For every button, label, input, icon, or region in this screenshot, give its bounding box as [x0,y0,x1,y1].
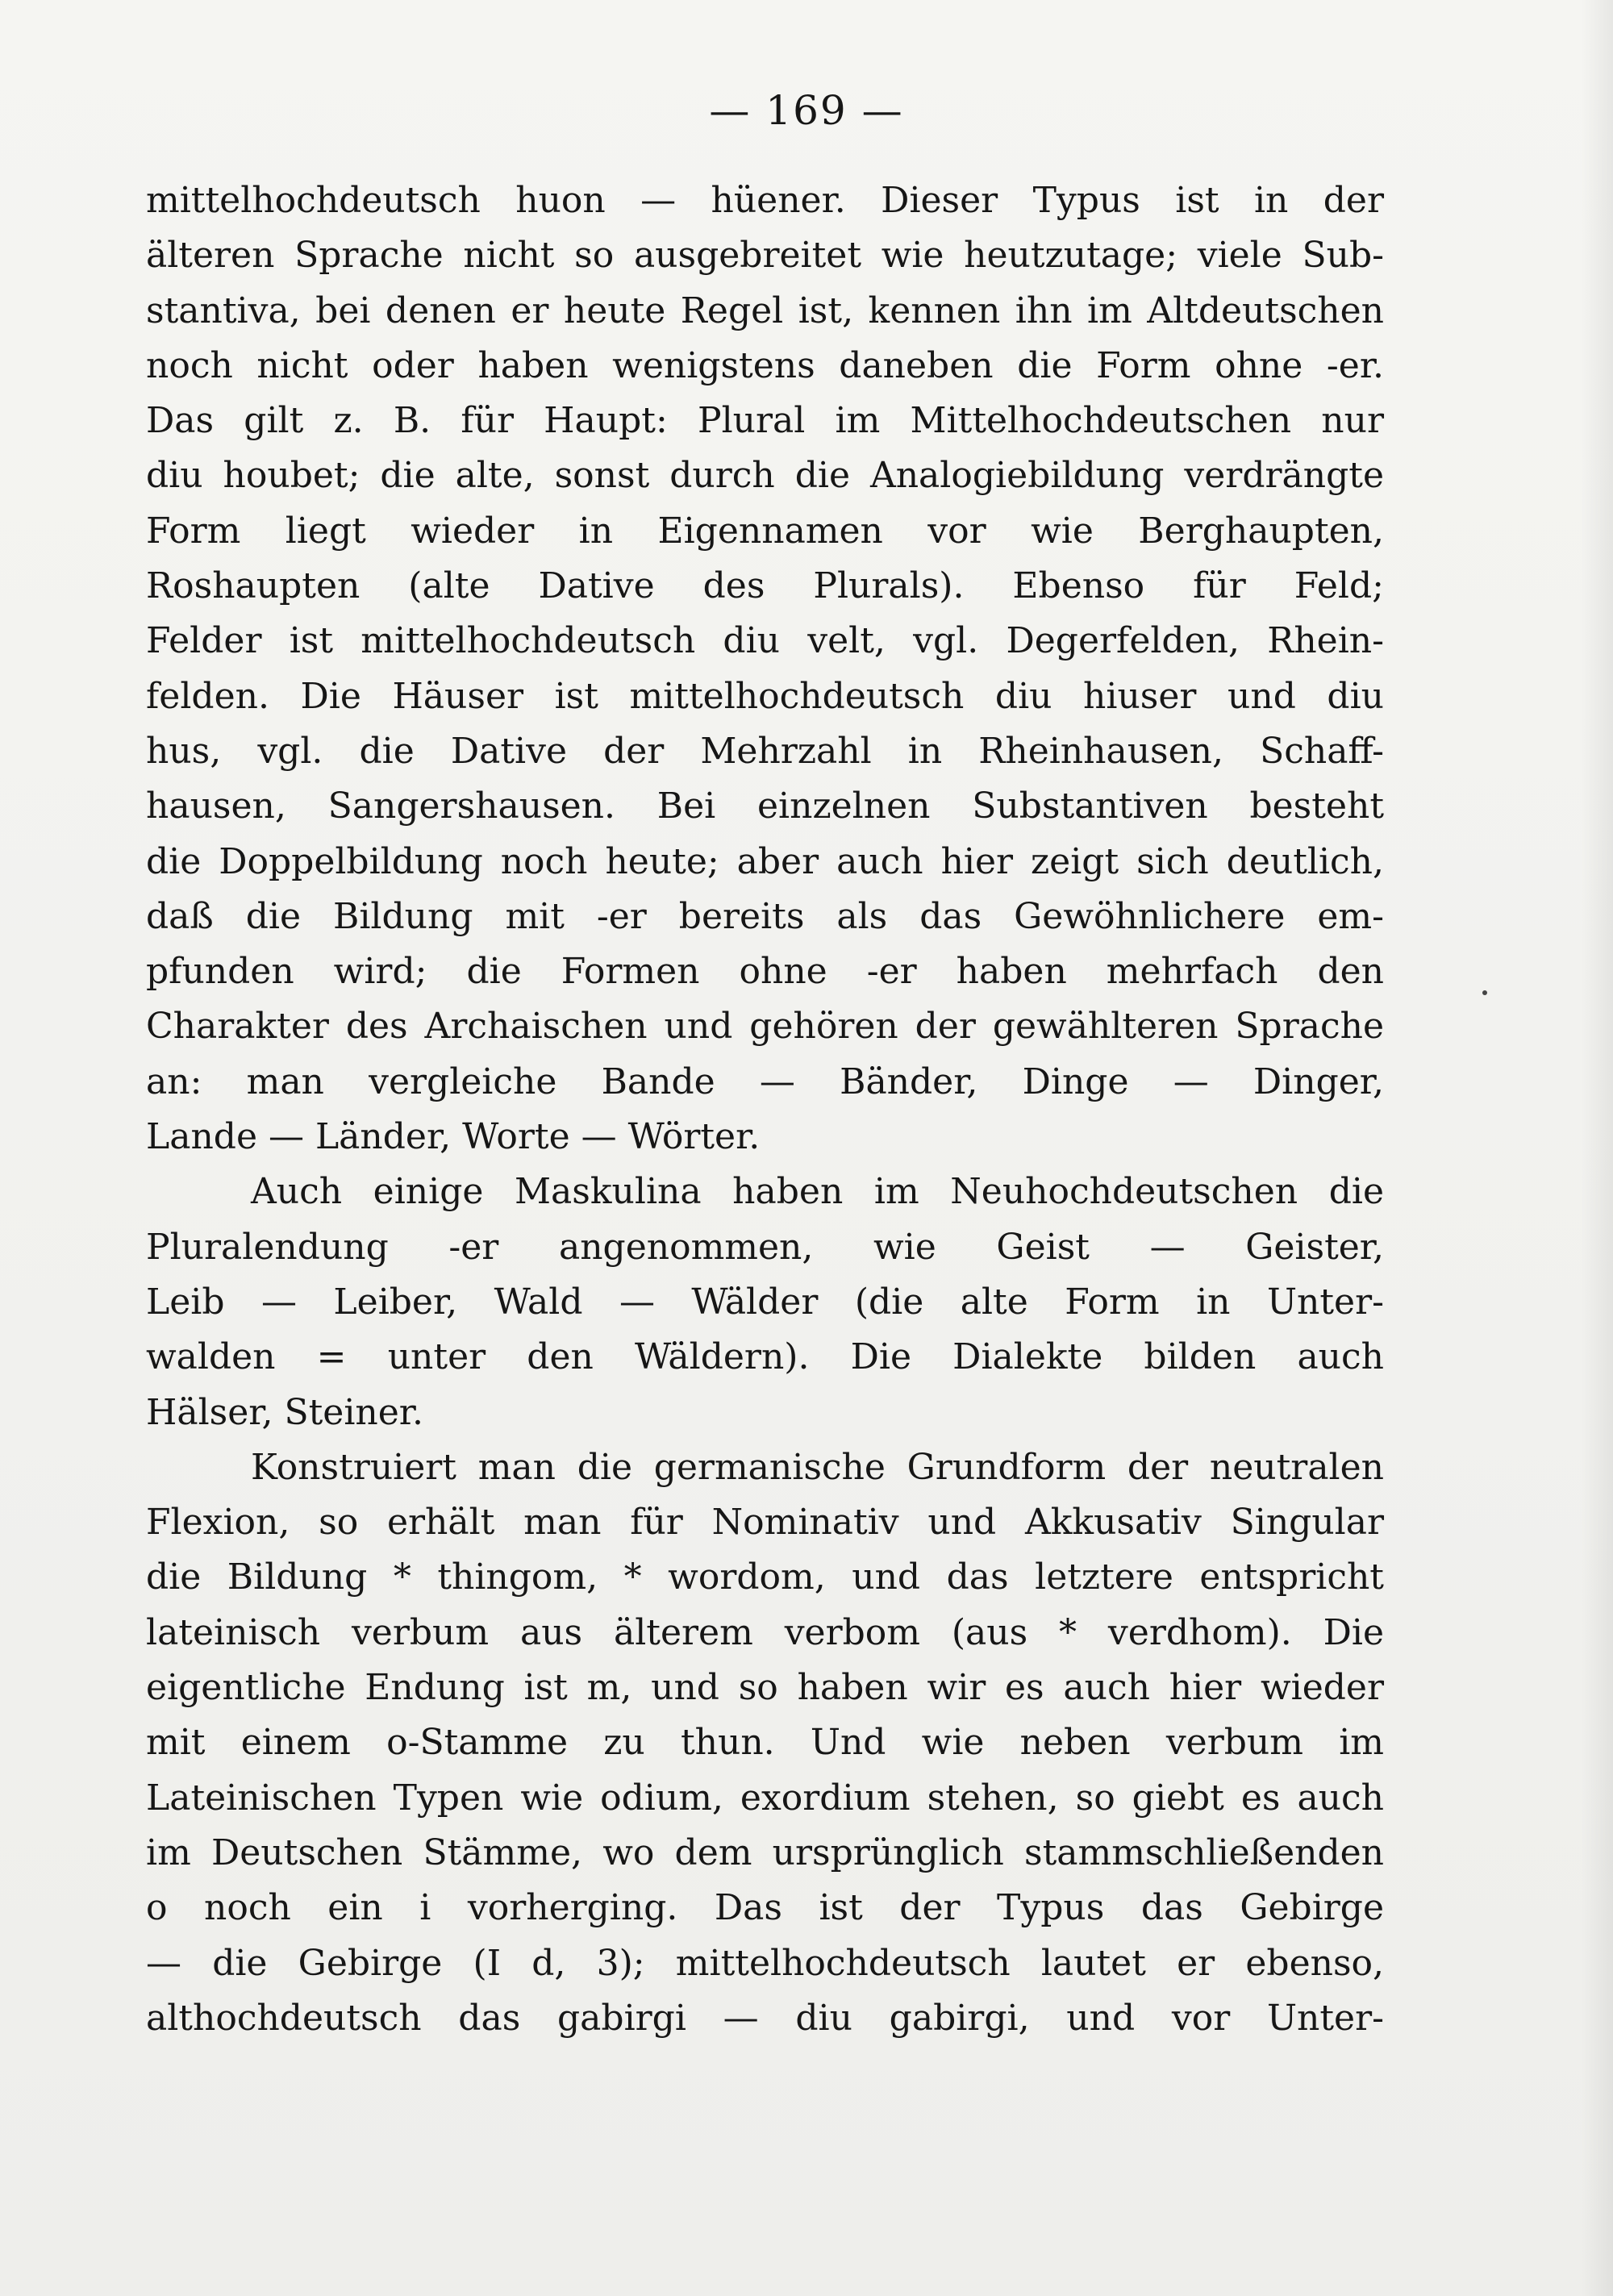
text-line: Lande — Länder, Worte — Wörter. [146,1116,761,1158]
text-line: — die Gebirge (I d, 3); mittelhochdeutsch lautet er ebenso, [146,1942,1384,1984]
text-line: Auch einige Maskulina haben im Neuhochdeutschen die [251,1171,1384,1213]
text-line: hus, vgl. die Dative der Mehrzahl in Rheinhausen, Schaff- [146,730,1384,772]
text-line: o noch ein i vorherging. Das ist der Typus das Gebirge [146,1887,1384,1929]
text-line: mittelhochdeutsch huon — hüener. Dieser Typus ist in der [146,180,1384,221]
text-line: felden. Die Häuser ist mittelhochdeutsch diu hiuser und diu [146,675,1384,717]
page-edge-shadow [1581,0,1613,2296]
text-line: an: man vergleiche Bande — Bänder, Dinge — Dinger, [146,1060,1384,1102]
text-line: mit einem o-Stamme zu thun. Und wie neben verbum im [146,1722,1384,1764]
text-line: Roshaupten (alte Dative des Plurals). Ebenso für Feld; [146,565,1384,607]
text-line: Konstruiert man die germanische Grundform der neutralen [251,1446,1384,1488]
text-line: stantiva, bei denen er heute Regel ist, kennen ihn im Altdeutschen [146,290,1384,331]
text-line: althochdeutsch das gabirgi — diu gabirgi, und vor Unter- [146,1997,1384,2039]
text-line: älteren Sprache nicht so ausgebreitet wie heutzutage; viele Sub- [146,235,1384,277]
text-line: im Deutschen Stämme, wo dem ursprünglich stammschließenden [146,1831,1384,1873]
text-line: Felder ist mittelhochdeutsch diu velt, vgl. Degerfelden, Rhein- [146,620,1384,662]
text-line: die Bildung * thingom, * wordom, und das letztere entspricht [146,1556,1384,1598]
text-line: die Doppelbildung noch heute; aber auch hier zeigt sich deutlich, [146,840,1384,882]
text-line: daß die Bildung mit -er bereits als das Gewöhnlichere em- [146,895,1384,937]
text-line: hausen, Sangershausen. Bei einzelnen Substantiven besteht [146,785,1384,827]
print-speck [1482,990,1487,995]
text-line: pfunden wird; die Formen ohne -er haben mehrfach den [146,951,1384,993]
text-line: Flexion, so erhält man für Nominativ und Akkusativ Singular [146,1502,1384,1544]
text-line: lateinisch verbum aus älterem verbom (aus * verdhom). Die [146,1611,1384,1653]
body-text [146,173,1384,2046]
text-line: eigentliche Endung ist m, und so haben wir es auch hier wieder [146,1667,1384,1709]
text-line: Leib — Leiber, Wald — Wälder (die alte Form in Unter- [146,1281,1384,1323]
text-line: noch nicht oder haben wenigstens daneben die Form ohne -er. [146,344,1384,386]
text-line: Hälser, Steiner. [146,1391,423,1433]
text-line: Lateinischen Typen wie odium, exordium stehen, so giebt es auch [146,1777,1384,1819]
text-line: walden = unter den Wäldern). Die Dialekte bilden auch [146,1336,1384,1378]
text-line: Das gilt z. B. für Haupt: Plural im Mittelhochdeutschen nur [146,400,1384,442]
text-line: Charakter des Archaischen und gehören der gewählteren Sprache [146,1006,1384,1048]
text-line: diu houbet; die alte, sonst durch die Analogiebildung verdrängte [146,455,1384,497]
text-line: Form liegt wieder in Eigennamen vor wie Berghaupten, [146,510,1384,552]
page-number: — 169 — [709,87,904,134]
text-line: Pluralendung -er angenommen, wie Geist — Geister, [146,1226,1384,1268]
